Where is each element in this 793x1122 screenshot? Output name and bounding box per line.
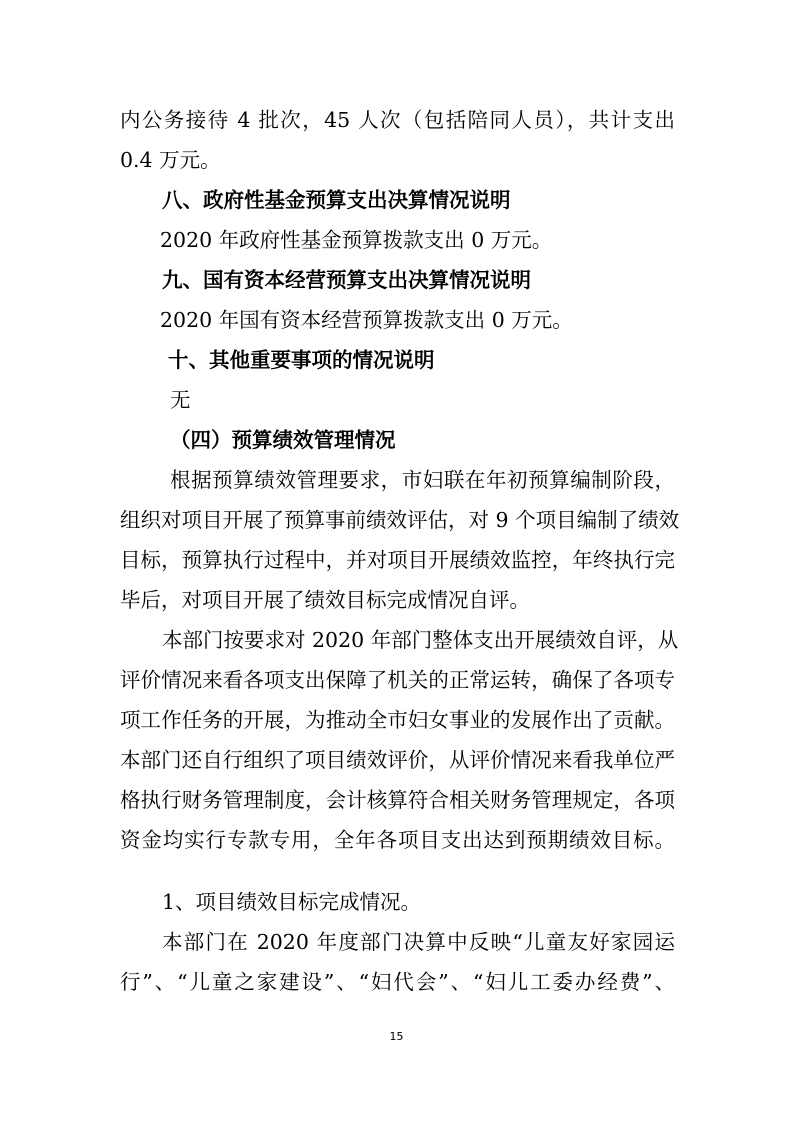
body-line: 毕后，对项目开展了绩效目标完成情况自评。 xyxy=(120,588,530,612)
body-line: 目标，预算执行过程中，并对项目开展绩效监控，年终执行完 xyxy=(120,548,675,572)
body-line: 评价情况来看各项支出保障了机关的正常运转，确保了各项专 xyxy=(120,668,675,692)
body-line: 资金均实行专款专用，全年各项目支出达到预期绩效目标。 xyxy=(120,828,675,852)
body-line: 行”、“儿童之家建设”、“妇代会”、“妇儿工委办经费”、 xyxy=(120,970,675,994)
subsection-heading: （四）预算绩效管理情况 xyxy=(170,428,396,452)
body-line: 组织对项目开展了预算事前绩效评估，对 9 个项目编制了绩效 xyxy=(120,508,680,532)
page-number: 15 xyxy=(389,1030,404,1043)
section-heading: 八、政府性基金预算支出决算情况说明 xyxy=(162,188,511,212)
body-line: 0.4 万元。 xyxy=(120,148,221,172)
body-line: 内公务接待 4 批次，45 人次（包括陪同人员），共计支出 xyxy=(120,108,675,132)
body-line: 无 xyxy=(170,388,191,412)
body-line: 本部门按要求对 2020 年部门整体支出开展绩效自评，从 xyxy=(162,628,679,652)
body-line: 根据预算绩效管理要求，市妇联在年初预算编制阶段， xyxy=(170,468,675,492)
body-line: 本部门在 2020 年度部门决算中反映“儿童友好家园运 xyxy=(162,930,675,954)
numbered-item: 1、项目绩效目标完成情况。 xyxy=(162,890,422,914)
section-heading: 十、其他重要事项的情况说明 xyxy=(168,348,435,372)
body-line: 格执行财务管理制度，会计核算符合相关财务管理规定，各项 xyxy=(120,788,675,812)
section-heading: 九、国有资本经营预算支出决算情况说明 xyxy=(162,268,531,292)
body-line: 2020 年国有资本经营预算拨款支出 0 万元。 xyxy=(160,308,573,332)
body-line: 本部门还自行组织了项目绩效评价，从评价情况来看我单位严 xyxy=(120,748,675,772)
body-line: 项工作任务的开展，为推动全市妇女事业的发展作出了贡献。 xyxy=(120,708,675,732)
body-line: 2020 年政府性基金预算拨款支出 0 万元。 xyxy=(160,228,553,252)
